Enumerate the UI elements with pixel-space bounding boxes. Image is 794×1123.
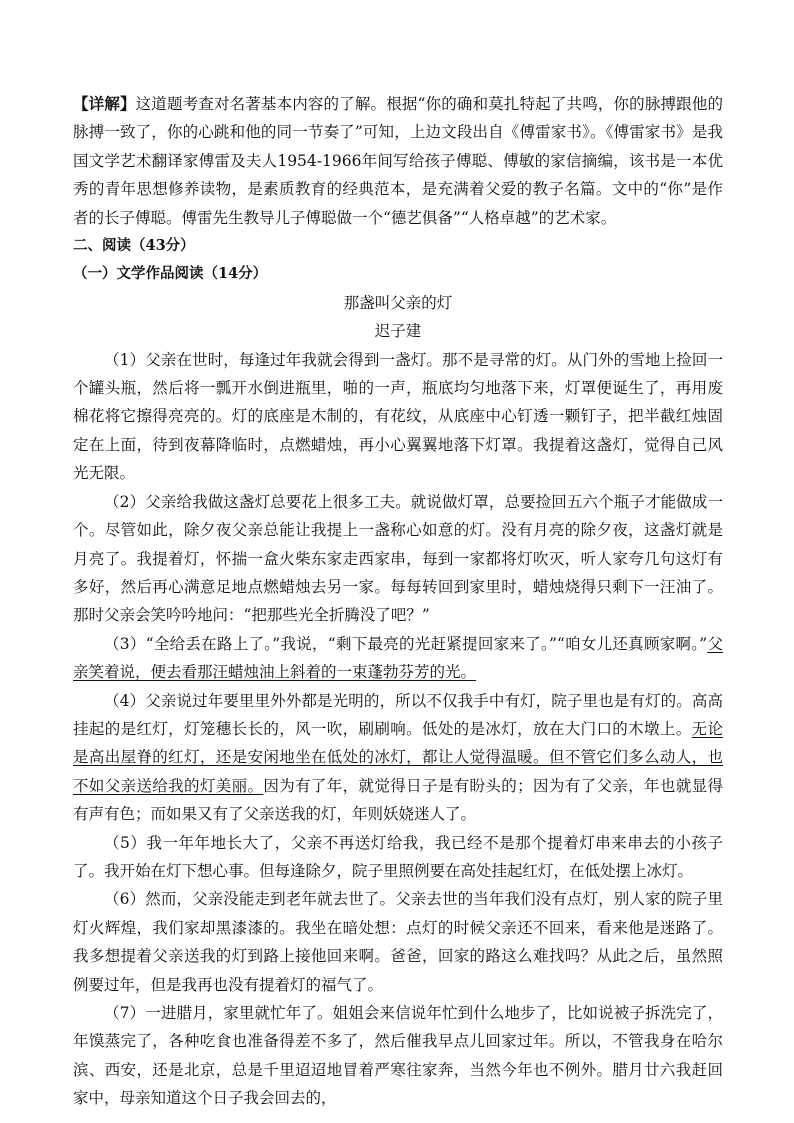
section-subtitle: （一）文学作品阅读（14分） bbox=[73, 265, 268, 283]
paragraph-4-text-a: （4）父亲说过年要里里外外都是光明的，所以不仅我手中有灯，院子里也是有灯的。高高挂起的是红灯，灯笼穗长长的，风一吹，刷刷响。低处的是冰灯，放在大门口的木墩上。 bbox=[73, 691, 723, 738]
paragraph-3-text: （3）“全给丢在路上了。”我说，“剩下最亮的光赶紧提回家来了。”“咱女儿还真顾家啊。” bbox=[104, 634, 708, 653]
detail-text: 这道题考查对名著基本内容的了解。根据“你的确和莫扎特起了共鸣，你的脉搏跟他的脉搏一致了，你的心跳和他的同一节奏了”可知，上边文段出自《傅雷家书》。《傅雷家书》是我国文学艺术翻译家傅雷及夫人1954-1966年间写给孩子傅聪、傅敏的家信摘编，该书是一本优秀的青年思想修养读物，是素质教育的经典范本，是充满着父爱的教子名篇。文中的“你”是作者的长子傅聪。傅雷先生教导儿子傅聪做一个“德艺俱备”“人格卓越”的艺术家。 bbox=[73, 95, 723, 227]
article-paragraph-4 bbox=[73, 687, 723, 829]
article-paragraph-5: （5）我一年年地长大了，父亲不再送灯给我，我已经不是那个提着灯串来串去的小孩子了。我开始在灯下想心事。但每逢除夕，院子里照例要在高处挂起红灯，在低处摆上冰灯。 bbox=[73, 833, 723, 880]
detail-paragraph bbox=[73, 90, 723, 232]
document-page bbox=[73, 90, 723, 1113]
article-title: 那盏叫父亲的灯 bbox=[343, 293, 453, 312]
article-paragraph-7: （7）一进腊月，家里就忙年了。姐姐会来信说年忙到什么地步了，比如说被子拆洗完了，年馍蒸完了，各种吃食也准备得差不多了，然后催我早点儿回家过年。所以，不管我身在哈尔滨、西安，还是北京，总是千里迢迢地冒着严寒往家奔，当然今年也不例外。腊月廿六我赶回家中，母亲知道这个日子我会回去的， bbox=[73, 1004, 723, 1108]
section-title: 二、阅读（43分） bbox=[73, 237, 195, 255]
article-paragraph-2: （2）父亲给我做这盏灯总要花上很多工夫。就说做灯罩，总要捡回五六个瓶子才能做成一个。尽管如此，除夕夜父亲总能让我提上一盏称心如意的灯。没有月亮的除夕夜，这盏灯就是月亮了。我提着灯，怀揣一盒火柴东家走西家串，每到一家都将灯吹灭，听人家夸几句这灯有多好，然后再心满意足地点燃蜡烛去另一家。每每转回到家里时，蜡烛烧得只剩下一汪油了。那时父亲会笑吟吟地问：“把那些光全折腾没了吧？” bbox=[73, 492, 723, 625]
article-paragraph-3 bbox=[73, 630, 723, 687]
article-author: 迟子建 bbox=[374, 322, 422, 341]
paragraph-4-underlined: 无论是高出屋脊的红灯，还是安闲地坐在低处的冰灯，都让人觉得温暖。但不管它们多么动人，也不如父亲送给我的灯美丽。 bbox=[73, 719, 723, 795]
detail-label: 【详解】 bbox=[73, 94, 136, 113]
paragraph-4-text-b: 因为有了年，就觉得日子是有盼头的；因为有了父亲，年也就显得有声有色；而如果又有了父亲送我的灯，年则妖娆迷人了。 bbox=[73, 776, 723, 824]
article-paragraph-1: （1）父亲在世时，每逢过年我就会得到一盏灯。那不是寻常的灯。从门外的雪地上捡回一个罐头瓶，然后将一瓢开水倒进瓶里，啪的一声，瓶底均匀地落下来，灯罩便诞生了，再用废棉花将它擦得亮亮的。灯的底座是木制的，有花纹，从底座中心钉透一颗钉子，把半截红烛固定在上面，待到夜幕降临时，点燃蜡烛，再小心翼翼地落下灯罩。我提着这盏灯，觉得自己风光无限。 bbox=[73, 350, 723, 483]
article-paragraph-6: （6）然而，父亲没能走到老年就去世了。父亲去世的当年我们没有点灯，别人家的院子里灯火辉煌，我们家却黑漆漆的。我坐在暗处想：点灯的时候父亲还不回来，看来他是迷路了。我多想提着父亲送我的灯到路上接他回来啊。爸爸，回家的路这么难找吗？从此之后，虽然照例要过年，但是我再也没有提着灯的福气了。 bbox=[73, 890, 723, 994]
paragraph-3-underlined: 父亲笑着说，便去看那汪蜡烛油上斜着的一束蓬勃芬芳的光。 bbox=[73, 634, 723, 682]
